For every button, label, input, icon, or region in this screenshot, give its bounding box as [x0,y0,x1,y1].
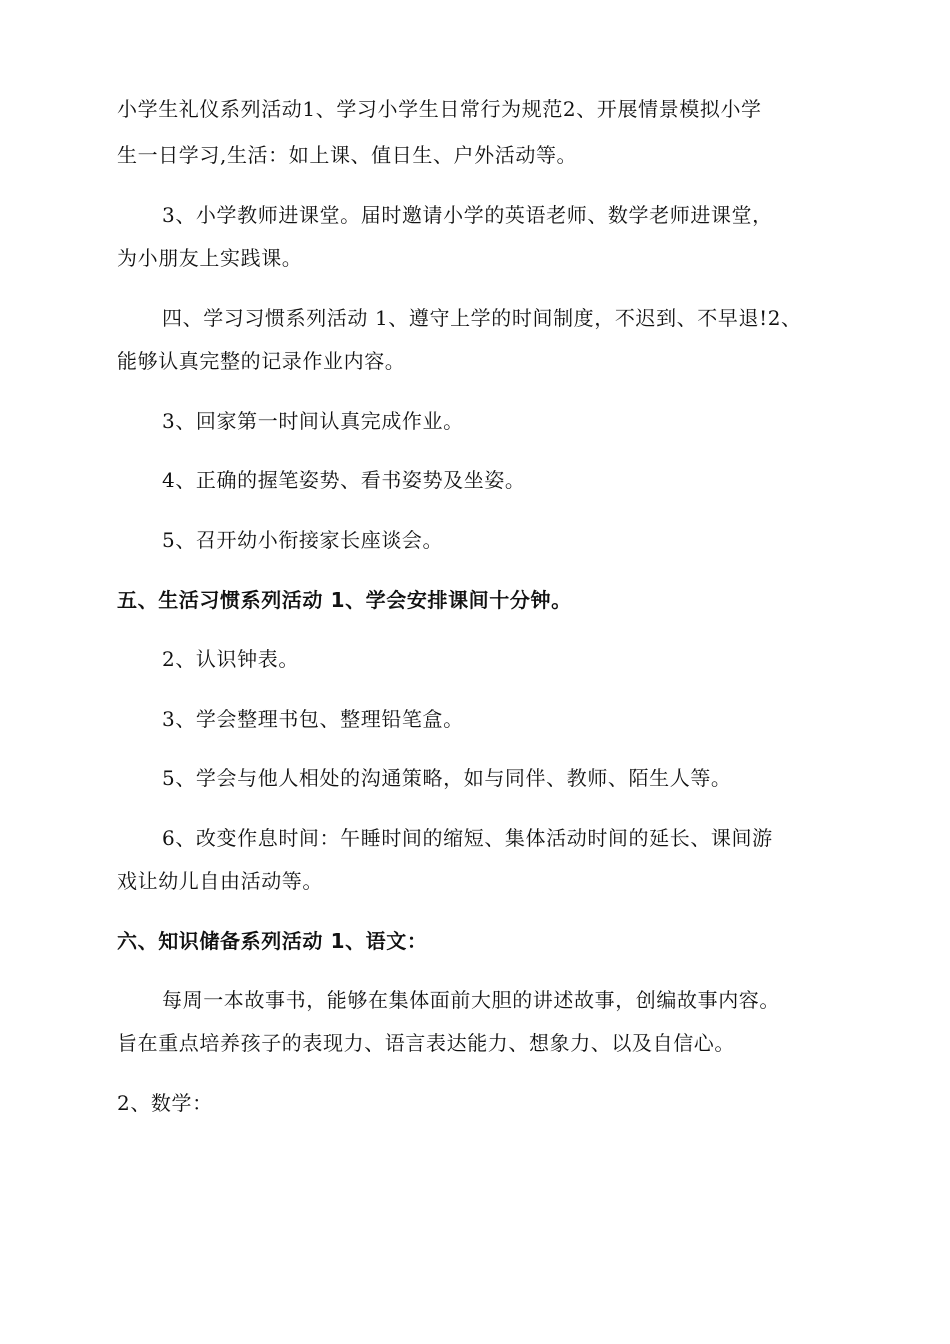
paragraph-line: 小学生礼仪系列活动1、学习小学生日常行为规范2、开展情景模拟小学 [117,97,762,121]
section-heading: 六、知识储备系列活动 1、语文： [117,929,428,953]
paragraph-line: 能够认真完整的记录作业内容。 [117,349,406,373]
paragraph-line: 3、回家第一时间认真完成作业。 [162,409,464,433]
paragraph-line: 四、学习习惯系列活动 1、遵守上学的时间制度，不迟到、不早退!2、 [162,306,802,330]
paragraph-line: 生一日学习,生活：如上课、值日生、户外活动等。 [117,143,578,167]
paragraph-line: 2、认识钟表。 [162,647,299,671]
paragraph-line: 戏让幼儿自由活动等。 [117,869,323,893]
paragraph-line: 2、数学： [117,1091,213,1115]
paragraph-line: 3、小学教师进课堂。届时邀请小学的英语老师、数学老师进课堂， [162,203,773,227]
paragraph-line: 4、正确的握笔姿势、看书姿势及坐姿。 [162,468,526,492]
paragraph-line: 3、学会整理书包、整理铅笔盒。 [162,707,464,731]
section-heading: 五、生活习惯系列活动 1、学会安排课间十分钟。 [117,588,572,612]
paragraph-line: 5、学会与他人相处的沟通策略，如与同伴、教师、陌生人等。 [162,766,732,790]
paragraph-line: 5、召开幼小衔接家长座谈会。 [162,528,444,552]
paragraph-line: 每周一本故事书，能够在集体面前大胆的讲述故事，创编故事内容。 [162,988,780,1012]
paragraph-line: 6、改变作息时间：午睡时间的缩短、集体活动时间的延长、课间游 [162,826,773,850]
paragraph-line: 为小朋友上实践课。 [117,246,303,270]
paragraph-line: 旨在重点培养孩子的表现力、语言表达能力、想象力、以及自信心。 [117,1031,735,1055]
